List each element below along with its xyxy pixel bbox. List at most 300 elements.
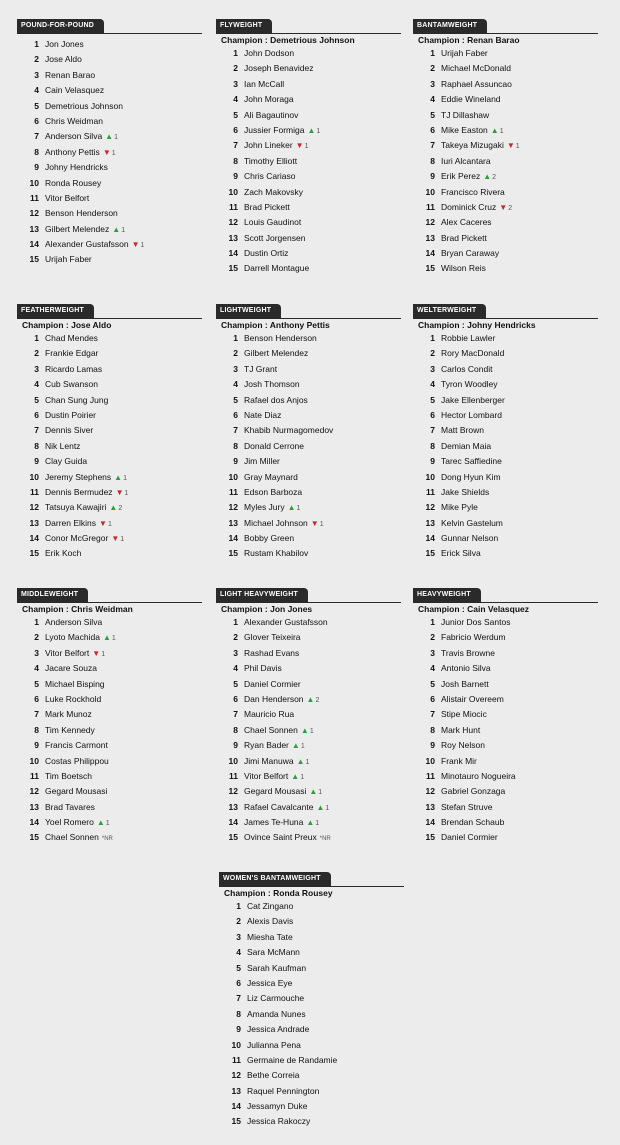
fighter-row — [216, 200, 401, 215]
fighter-name: Germaine de Randamie — [247, 1054, 338, 1065]
fighter-name: Rustam Khabilov — [244, 548, 309, 559]
fighter-name: Jacare Souza — [45, 663, 97, 674]
fighter-rank: 6 — [236, 977, 241, 988]
fighter-row — [413, 485, 598, 500]
fighter-name: Jake Shields — [441, 486, 490, 497]
fighter-row — [17, 191, 202, 206]
champion-label: Champion : Cain Velasquez — [418, 604, 529, 614]
fighter-row — [413, 92, 598, 107]
fighter-rank: 1 — [34, 333, 39, 343]
fighter-name: Bryan Caraway — [441, 248, 500, 259]
fighter-rank: 2 — [236, 916, 241, 927]
fighter-name: Chad Mendes — [45, 333, 98, 343]
fighter-list — [17, 615, 202, 846]
fighter-rank: 13 — [228, 517, 238, 528]
fighter-row — [216, 423, 401, 438]
fighter-name: Lyoto Machida — [45, 632, 100, 643]
fighter-row — [413, 215, 598, 230]
fighter-name: Costas Philippou — [45, 755, 109, 766]
fighter-name: Sara McMann — [247, 947, 300, 958]
fighter-name: Darren Elkins — [45, 517, 97, 528]
division-tab: WOMEN'S BANTAMWEIGHT — [219, 872, 331, 886]
fighter-name: Brad Tavares — [45, 801, 95, 812]
fighter-name: Vitor Belfort — [45, 192, 90, 203]
fighter-name: Anderson Silva — [45, 131, 103, 142]
fighter-name: Mark Munoz — [45, 709, 92, 720]
fighter-row — [216, 261, 401, 276]
fighter-name: Jimi Manuwa — [244, 755, 294, 766]
fighter-name: Gilbert Melendez — [45, 223, 110, 234]
fighter-rank: 3 — [430, 363, 435, 374]
fighter-rank: 2 — [430, 632, 435, 643]
fighter-name: Donald Cerrone — [244, 440, 305, 451]
fighter-rank: 15 — [228, 832, 238, 843]
fighter-name: Brendan Schaub — [441, 817, 505, 828]
fighter-rank: 4 — [34, 85, 39, 96]
fighter-row — [216, 61, 401, 76]
fighter-name: Tim Boetsch — [45, 770, 92, 781]
fighter-rank: 13 — [228, 801, 238, 812]
fighter-row — [413, 185, 598, 200]
fighter-name: Benson Henderson — [244, 333, 317, 343]
rank-change: 1 — [305, 758, 310, 766]
fighter-rank: 13 — [425, 801, 435, 812]
fighter-rank: 11 — [232, 1054, 241, 1065]
fighter-name: Mike Pyle — [441, 502, 478, 513]
fighter-name: John Moraga — [244, 94, 294, 105]
champion-label: Champion : Demetrious Johnson — [221, 35, 355, 45]
rank-change: 1 — [325, 804, 330, 812]
rank-down-icon: ▼ — [295, 141, 304, 151]
fighter-name: Josh Barnett — [441, 678, 489, 689]
fighter-name: Cat Zingano — [247, 901, 294, 911]
fighter-row — [413, 800, 598, 815]
fighter-name: Gegard Mousasi — [45, 786, 108, 797]
panel-heavyweight — [413, 587, 598, 846]
fighter-name: Dennis Siver — [45, 425, 94, 436]
fighter-rank: 13 — [425, 517, 435, 528]
division-header — [413, 587, 598, 603]
fighter-rank: 8 — [233, 440, 238, 451]
fighter-rank: 3 — [34, 647, 39, 658]
fighter-rank: 5 — [233, 394, 238, 405]
fighter-name: Vitor Belfort — [244, 770, 289, 781]
fighter-rank: 11 — [426, 486, 435, 497]
division-tab: BANTAMWEIGHT — [413, 19, 487, 33]
fighter-rank: 14 — [425, 817, 435, 828]
fighter-name: Roy Nelson — [441, 740, 485, 751]
fighter-row — [17, 439, 202, 454]
fighter-rank: 8 — [34, 440, 39, 451]
fighter-rank: 10 — [228, 471, 238, 482]
fighter-rank: 10 — [29, 177, 39, 188]
rank-change: 1 — [101, 650, 106, 658]
fighter-rank: 1 — [233, 333, 238, 343]
fighter-rank: 9 — [430, 740, 435, 751]
fighter-rank: 15 — [29, 548, 39, 559]
fighter-rank: 6 — [430, 693, 435, 704]
rank-change: 1 — [300, 743, 305, 751]
fighter-row — [216, 485, 401, 500]
fighter-rank: 13 — [231, 1085, 241, 1096]
fighter-row — [219, 1114, 404, 1129]
fighter-row — [17, 769, 202, 784]
fighter-rank: 14 — [425, 533, 435, 544]
fighter-rank: 5 — [236, 962, 241, 973]
fighter-rank: 5 — [34, 678, 39, 689]
fighter-rank: 9 — [34, 162, 39, 173]
fighter-rank: 8 — [34, 724, 39, 735]
fighter-row — [219, 1068, 404, 1083]
fighter-name: Takeya Mizugaki — [441, 140, 504, 151]
fighter-rank: 7 — [34, 131, 39, 142]
fighter-name: Demetrious Johnson — [45, 100, 123, 111]
fighter-rank: 13 — [29, 801, 39, 812]
fighter-row — [413, 138, 598, 153]
fighter-row — [17, 68, 202, 83]
rank-change: 1 — [316, 127, 321, 135]
fighter-rank: 10 — [228, 755, 238, 766]
fighter-list — [219, 899, 404, 1130]
fighter-rank: 10 — [228, 186, 238, 197]
fighter-name: Ovince Saint Preux — [244, 832, 317, 843]
fighter-name: Anthony Pettis — [45, 146, 100, 157]
fighter-row — [413, 470, 598, 485]
fighter-rank: 15 — [29, 254, 39, 265]
panel-pound-for-pound — [17, 18, 202, 268]
fighter-row — [216, 546, 401, 561]
fighter-name: Iuri Alcantara — [441, 155, 491, 166]
champion-label: Champion : Chris Weidman — [22, 604, 133, 614]
fighter-rank: 9 — [236, 1024, 241, 1035]
fighter-rank: 2 — [233, 63, 238, 74]
fighter-name: Wilson Reis — [441, 263, 486, 274]
fighter-rank: 4 — [430, 379, 435, 390]
fighter-row — [216, 707, 401, 722]
champion-label: Champion : Jon Jones — [221, 604, 313, 614]
fighter-name: Dennis Bermudez — [45, 486, 113, 497]
fighter-row — [216, 108, 401, 123]
fighter-rank: 6 — [34, 115, 39, 126]
panel-welterweight — [413, 303, 598, 562]
fighter-row — [413, 707, 598, 722]
fighter-rank: 1 — [34, 617, 39, 627]
fighter-row — [17, 423, 202, 438]
division-header — [17, 587, 202, 603]
fighter-rank: 4 — [34, 379, 39, 390]
fighter-rank: 3 — [236, 931, 241, 942]
fighter-row — [413, 516, 598, 531]
fighter-row — [413, 830, 598, 845]
fighter-name: Amanda Nunes — [247, 1008, 306, 1019]
fighter-rank: 7 — [34, 425, 39, 436]
fighter-rank: 9 — [430, 171, 435, 182]
fighter-row — [413, 77, 598, 92]
rank-change: 1 — [318, 789, 323, 797]
fighter-row — [216, 630, 401, 645]
champion-label: Champion : Jose Aldo — [22, 320, 112, 330]
fighter-row — [17, 129, 202, 144]
rank-change: 1 — [124, 489, 129, 497]
fighter-name: Glover Teixeira — [244, 632, 301, 643]
fighter-row — [17, 222, 202, 237]
division-tab: HEAVYWEIGHT — [413, 588, 481, 602]
fighter-rank: 3 — [34, 363, 39, 374]
fighter-rank: 15 — [231, 1116, 241, 1127]
fighter-row — [219, 1084, 404, 1099]
fighter-row — [219, 899, 404, 914]
fighter-rank: 4 — [236, 947, 241, 958]
fighter-name: Tim Kennedy — [45, 724, 95, 735]
fighter-rank: 10 — [425, 471, 435, 482]
fighter-row — [216, 692, 401, 707]
fighter-name: Jessica Rakoczy — [247, 1116, 311, 1127]
fighter-rank: 12 — [228, 786, 238, 797]
rank-up-icon: ▲ — [490, 125, 499, 135]
rank-change: 1 — [319, 520, 324, 528]
fighter-name: Joseph Benavidez — [244, 63, 314, 74]
fighter-row — [17, 237, 202, 252]
fighter-rank: 9 — [233, 740, 238, 751]
fighter-row — [413, 531, 598, 546]
fighter-rank: 8 — [430, 440, 435, 451]
fighter-row — [17, 646, 202, 661]
fighter-row — [17, 99, 202, 114]
fighter-list — [216, 46, 401, 277]
fighter-rank: 11 — [30, 770, 39, 781]
fighter-name: Darrell Montague — [244, 263, 310, 274]
fighter-row — [413, 738, 598, 753]
fighter-name: Zach Makovsky — [244, 186, 304, 197]
fighter-row — [413, 393, 598, 408]
fighter-name: Renan Barao — [45, 69, 96, 80]
rank-up-icon: ▲ — [306, 818, 315, 828]
fighter-rank: 1 — [430, 617, 435, 627]
fighter-rank: 5 — [430, 109, 435, 120]
fighter-row — [413, 500, 598, 515]
fighter-name: TJ Grant — [244, 363, 278, 374]
panel-middleweight — [17, 587, 202, 846]
panel-lightweight — [216, 303, 401, 562]
fighter-name: Cain Velasquez — [45, 85, 105, 96]
fighter-row — [216, 185, 401, 200]
division-tab: FEATHERWEIGHT — [17, 304, 94, 318]
division-tab: MIDDLEWEIGHT — [17, 588, 88, 602]
fighter-name: Rory MacDonald — [441, 348, 505, 359]
rank-change: 2 — [118, 505, 123, 513]
fighter-rank: 7 — [34, 709, 39, 720]
fighter-rank: 13 — [425, 232, 435, 243]
fighter-row — [413, 246, 598, 261]
fighter-rank: 1 — [233, 48, 238, 58]
rank-change: 1 — [309, 727, 314, 735]
rank-down-icon: ▼ — [102, 147, 111, 157]
champion-label: Champion : Anthony Pettis — [221, 320, 330, 330]
fighter-rank: 11 — [30, 486, 39, 497]
fighter-rank: 4 — [233, 663, 238, 674]
fighter-row — [219, 1099, 404, 1114]
fighter-rank: 1 — [430, 333, 435, 343]
fighter-row — [413, 754, 598, 769]
fighter-name: Gegard Mousasi — [244, 786, 307, 797]
fighter-rank: 6 — [34, 693, 39, 704]
rank-up-icon: ▲ — [96, 818, 105, 828]
fighter-row — [413, 454, 598, 469]
fighter-row — [219, 1038, 404, 1053]
fighter-row — [413, 661, 598, 676]
fighter-row — [17, 830, 202, 845]
rank-change: 1 — [111, 149, 116, 157]
fighter-row — [216, 677, 401, 692]
fighter-name: Chris Weidman — [45, 115, 103, 126]
fighter-row — [216, 123, 401, 138]
fighter-rank: 12 — [425, 786, 435, 797]
fighter-rank: 10 — [29, 471, 39, 482]
rank-change: 2 — [508, 204, 513, 212]
rank-down-icon: ▼ — [92, 648, 101, 658]
fighter-name: Gilbert Melendez — [244, 348, 309, 359]
fighter-row — [216, 246, 401, 261]
fighter-row — [413, 546, 598, 561]
fighter-name: Miesha Tate — [247, 931, 293, 942]
fighter-row — [17, 331, 202, 346]
fighter-name: Jim Miller — [244, 456, 280, 467]
fighter-row — [17, 800, 202, 815]
fighter-row — [17, 37, 202, 52]
not-ranked-note: *NR — [101, 836, 113, 843]
rank-change: 1 — [120, 536, 125, 544]
fighter-name: Travis Browne — [441, 647, 496, 658]
fighter-rank: 15 — [228, 263, 238, 274]
fighter-row — [413, 46, 598, 61]
fighter-name: Julianna Pena — [247, 1039, 301, 1050]
rank-up-icon: ▲ — [309, 787, 318, 797]
fighter-rank: 9 — [233, 456, 238, 467]
division-header — [17, 18, 202, 34]
fighter-name: Rafael dos Anjos — [244, 394, 308, 405]
panel-light-heavyweight — [216, 587, 401, 846]
fighter-rank: 13 — [228, 232, 238, 243]
fighter-row — [17, 160, 202, 175]
fighter-rank: 4 — [430, 663, 435, 674]
fighter-name: Michael Bisping — [45, 678, 105, 689]
fighter-rank: 1 — [430, 48, 435, 58]
fighter-rank: 3 — [233, 647, 238, 658]
rank-change: 2 — [492, 174, 497, 182]
division-header — [17, 303, 202, 319]
fighter-rank: 7 — [233, 140, 238, 151]
fighter-name: Yoel Romero — [45, 817, 94, 828]
fighter-name: Mauricio Rua — [244, 709, 295, 720]
fighter-row — [413, 169, 598, 184]
fighter-rank: 3 — [233, 363, 238, 374]
fighter-name: Dustin Poirier — [45, 409, 97, 420]
fighter-rank: 5 — [430, 678, 435, 689]
fighter-name: Matt Brown — [441, 425, 484, 436]
fighter-name: Josh Thomson — [244, 379, 300, 390]
rank-up-icon: ▲ — [296, 756, 305, 766]
fighter-name: Alex Caceres — [441, 217, 492, 228]
fighter-rank: 12 — [29, 786, 39, 797]
fighter-row — [216, 784, 401, 799]
fighter-rank: 6 — [430, 409, 435, 420]
fighter-name: Carlos Condit — [441, 363, 493, 374]
fighter-rank: 1 — [236, 901, 241, 911]
fighter-row — [17, 723, 202, 738]
division-header — [219, 871, 404, 887]
fighter-rank: 4 — [34, 663, 39, 674]
fighter-rank: 11 — [229, 201, 238, 212]
fighter-row — [17, 362, 202, 377]
fighter-row — [17, 677, 202, 692]
fighter-rank: 4 — [430, 94, 435, 105]
fighter-rank: 15 — [425, 263, 435, 274]
fighter-rank: 12 — [228, 217, 238, 228]
rank-change: 1 — [123, 474, 127, 482]
fighter-row — [216, 661, 401, 676]
fighter-row — [216, 830, 401, 845]
fighter-name: Daniel Cormier — [441, 832, 498, 843]
fighter-name: Ronda Rousey — [45, 177, 102, 188]
fighter-row — [216, 439, 401, 454]
fighter-row — [216, 154, 401, 169]
fighter-row — [413, 377, 598, 392]
fighter-name: Johny Hendricks — [45, 162, 108, 173]
fighter-rank: 8 — [430, 724, 435, 735]
rank-change: 1 — [114, 134, 118, 142]
fighter-name: Alexis Davis — [247, 916, 294, 927]
fighter-name: Dominick Cruz — [441, 201, 497, 212]
fighter-name: Stipe Miocic — [441, 709, 487, 720]
fighter-rank: 7 — [233, 425, 238, 436]
fighter-name: Chan Sung Jung — [45, 394, 109, 405]
fighter-rank: 14 — [228, 817, 238, 828]
fighter-row — [413, 615, 598, 630]
rank-change: 1 — [111, 635, 116, 643]
fighter-rank: 2 — [233, 348, 238, 359]
panel-featherweight — [17, 303, 202, 562]
fighter-name: Tatsuya Kawajiri — [45, 502, 107, 513]
rank-change: 1 — [315, 820, 320, 828]
fighter-name: Rafael Cavalcante — [244, 801, 314, 812]
rank-change: 1 — [105, 820, 110, 828]
fighter-rank: 1 — [34, 39, 39, 49]
fighter-name: Francisco Rivera — [441, 186, 505, 197]
fighter-rank: 14 — [231, 1101, 241, 1112]
fighter-row — [216, 723, 401, 738]
fighter-rank: 5 — [233, 109, 238, 120]
fighter-name: Junior Dos Santos — [441, 617, 511, 627]
fighter-rank: 15 — [29, 832, 39, 843]
fighter-name: Anderson Silva — [45, 617, 103, 627]
fighter-rank: 7 — [233, 709, 238, 720]
division-tab: POUND-FOR-POUND — [17, 19, 104, 33]
fighter-rank: 12 — [228, 502, 238, 513]
division-header — [413, 18, 598, 34]
fighter-row — [17, 393, 202, 408]
fighter-row — [17, 114, 202, 129]
fighter-row — [17, 252, 202, 267]
fighter-rank: 14 — [228, 248, 238, 259]
fighter-list — [17, 331, 202, 562]
division-header — [413, 303, 598, 319]
fighter-rank: 8 — [430, 155, 435, 166]
fighter-row — [17, 630, 202, 645]
fighter-row — [17, 470, 202, 485]
fighter-rank: 9 — [233, 171, 238, 182]
champion-label: Champion : Ronda Rousey — [224, 888, 333, 898]
fighter-row — [413, 769, 598, 784]
